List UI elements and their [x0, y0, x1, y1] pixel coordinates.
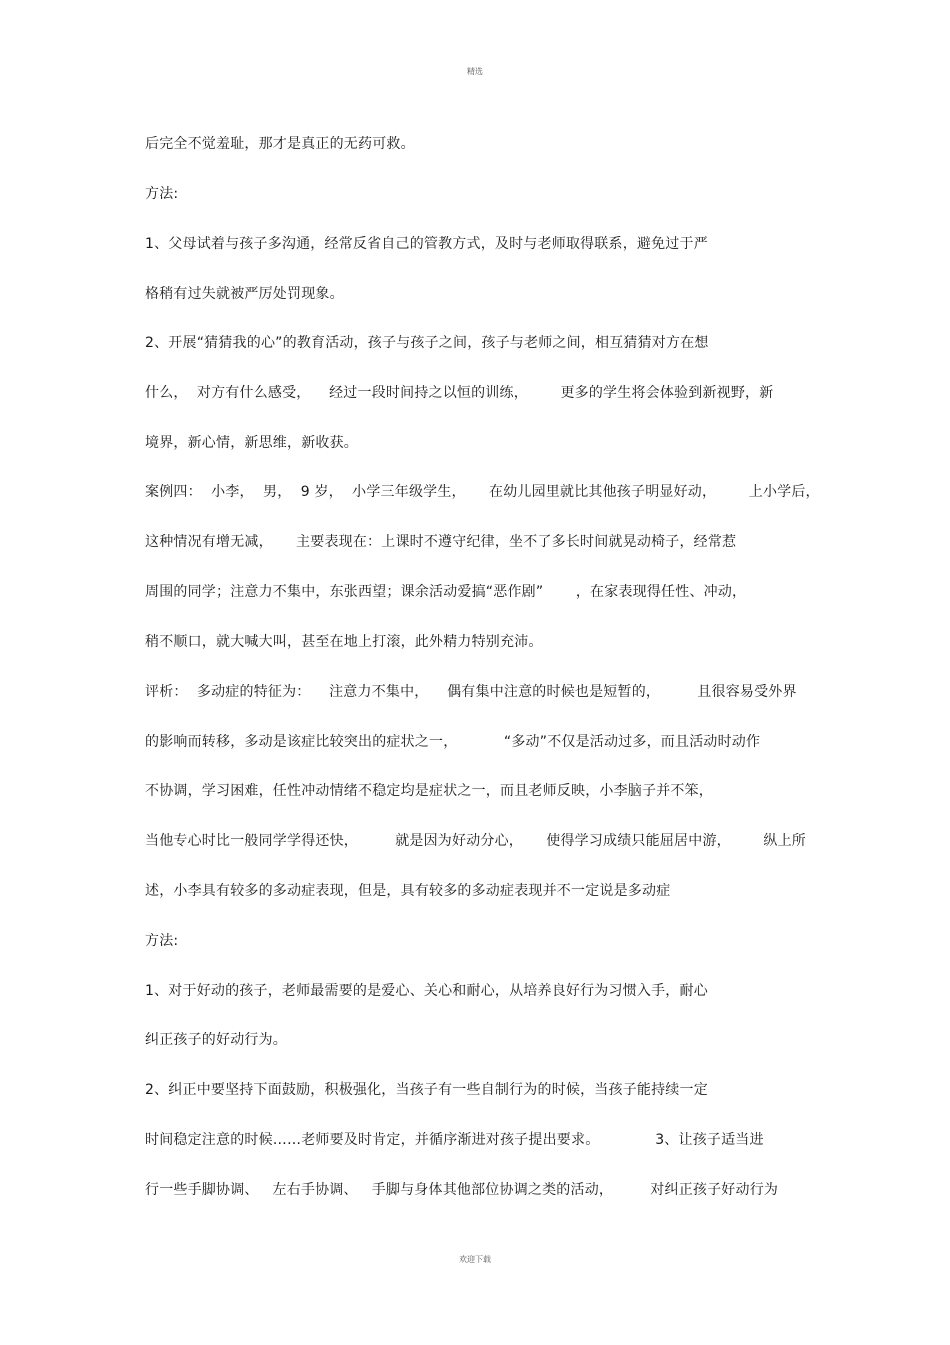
- text-line: 评析： 多动症的特征为： 注意力不集中， 偶有集中注意的时候也是短暂的， 且很容易受外界: [145, 684, 797, 700]
- page-footer: 欢迎下载: [459, 1255, 491, 1264]
- text-line: 纠正孩子的好动行为。: [145, 1032, 287, 1048]
- text-line: 的影响而转移，多动是该症比较突出的症状之一， “多动”不仅是活动过多，而且活动时动作: [145, 734, 761, 750]
- text-line: 1、父母试着与孩子多沟通，经常反省自己的管教方式，及时与老师取得联系，避免过于严: [145, 236, 708, 252]
- text-line: 时间稳定注意的时候……老师要及时肯定，并循序渐进对孩子提出要求。 3、让孩子适当进: [145, 1132, 764, 1148]
- text-line: 什么， 对方有什么感受， 经过一段时间持之以恒的训练， 更多的学生将会体验到新视野，新: [145, 385, 774, 401]
- text-line: 述，小李具有较多的多动症表现，但是，具有较多的多动症表现并不一定说是多动症: [145, 883, 671, 899]
- text-line: 稍不顺口，就大喊大叫，甚至在地上打滚，此外精力特别充沛。: [145, 634, 543, 650]
- text-line: 后完全不觉羞耻，那才是真正的无药可救。: [145, 136, 415, 152]
- text-line: 当他专心时比一般同学学得还快， 就是因为好动分心， 使得学习成绩只能屈居中游， 纵上所: [145, 833, 807, 849]
- text-line: 方法:: [145, 933, 179, 949]
- text-line: 1、对于好动的孩子，老师最需要的是爱心、关心和耐心，从培养良好行为习惯入手，耐心: [145, 983, 708, 999]
- page-header: 精选: [467, 67, 483, 76]
- text-line: 2、纠正中要坚持下面鼓励，积极强化，当孩子有一些自制行为的时候，当孩子能持续一定: [145, 1082, 708, 1098]
- text-line: 不协调，学习困难，任性冲动情绪不稳定均是症状之一，而且老师反映，小李脑子并不笨，: [145, 783, 713, 799]
- text-line: 2、开展“猜猜我的心”的教育活动，孩子与孩子之间，孩子与老师之间，相互猜猜对方在想: [145, 335, 709, 351]
- text-line: 行一些手脚协调、 左右手协调、 手脚与身体其他部位协调之类的活动， 对纠正孩子好动行为: [145, 1182, 779, 1198]
- text-line: 这种情况有增无减， 主要表现在：上课时不遵守纪律，坐不了多长时间就晃动椅子，经常惹: [145, 534, 737, 550]
- text-line: 方法:: [145, 186, 179, 202]
- text-line: 周围的同学；注意力不集中，东张西望；课余活动爱搞“恶作剧” ，在家表现得任性、冲动，: [145, 584, 747, 600]
- text-line: 格稍有过失就被严厉处罚现象。: [145, 286, 344, 302]
- text-line: 案例四： 小李， 男， 9 岁， 小学三年级学生， 在幼儿园里就比其他孩子明显好动， 上小学后，: [145, 484, 820, 500]
- text-line: 境界，新心情，新思维，新收获。: [145, 435, 358, 451]
